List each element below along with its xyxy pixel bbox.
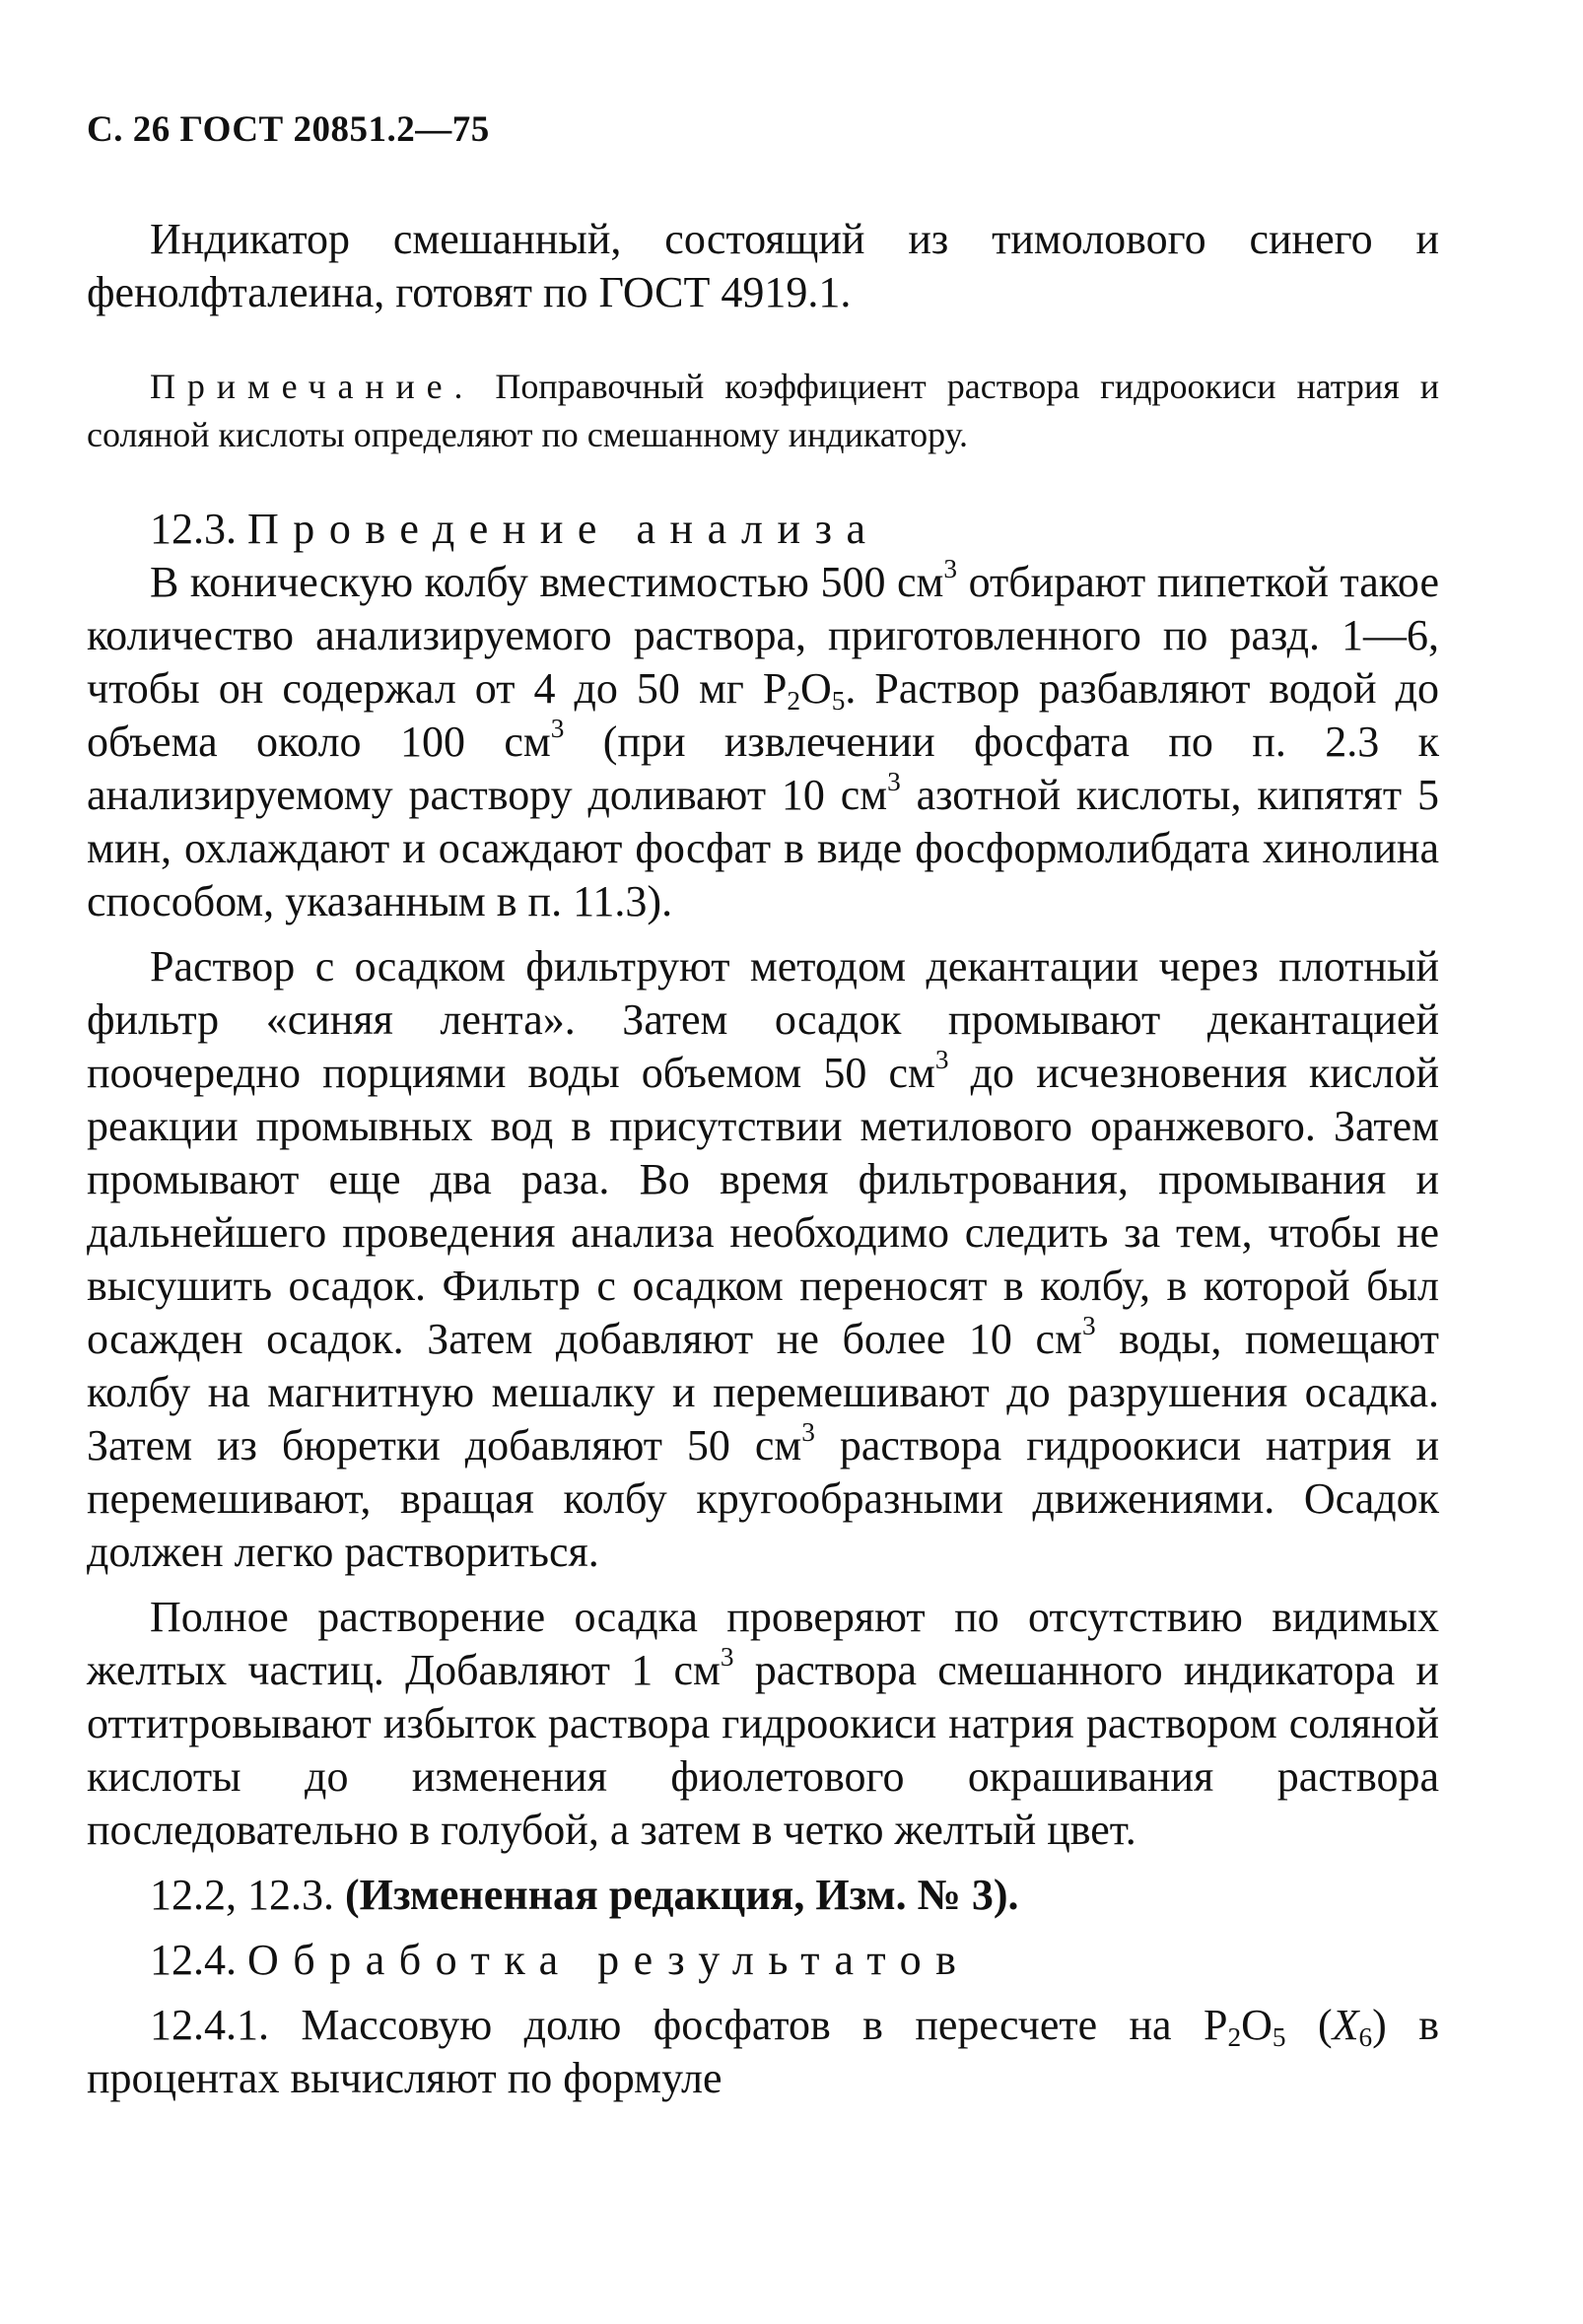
subscript: 2	[787, 686, 800, 717]
section-title: Проведение анализа	[247, 505, 880, 554]
analysis-paragraph-3	[87, 1591, 1439, 1857]
text-run: O	[799, 664, 832, 714]
text-run: воды, помещают колбу на магнитную мешалку и перемешивают до разрушения осадка. Затем из бюретки добавляют 50 см	[87, 1315, 1440, 1470]
text-run: раствора гидроокиси натрия и перемешивают, вращая колбу кругообразными движениями. Осадок должен легко раствориться.	[87, 1421, 1439, 1577]
superscript: 3	[887, 767, 901, 797]
section-number: 12.4.	[150, 1936, 247, 1985]
subscript: 6	[1358, 2022, 1373, 2053]
text-run: ) в процентах вычисляют по формуле	[87, 2001, 1439, 2103]
text-run: Раствор с осадком фильтруют методом декантации через плотный фильтр «синяя лента». Затем осадок промывают декантацией поочередно порциями воды объемом 50 см	[87, 942, 1439, 1098]
superscript: 3	[720, 1642, 734, 1673]
page-header: С. 26 ГОСТ 20851.2—75	[87, 109, 490, 150]
text-run: (при извлечении фосфата по п. 2.3 к анализируемому раствору доливают 10 см	[87, 718, 1439, 820]
text-run: 12.4.1. Массовую долю фосфатов в пересчете на P	[150, 2001, 1228, 2050]
section-title: Обработка результатов	[247, 1936, 971, 1985]
superscript: 3	[801, 1417, 815, 1448]
analysis-paragraph-1	[87, 556, 1439, 928]
text-run: Полное растворение осадка проверяют по отсутствию видимых желтых частиц. Добавляют 1 см	[87, 1593, 1439, 1695]
subscript: 2	[1227, 2022, 1242, 2053]
text-run: . Раствор разбавляют водой до объема около 100 см	[87, 664, 1440, 767]
section-12-3-heading	[87, 503, 1439, 556]
revision-note	[87, 1869, 1439, 1922]
text-run: раствора смешанного индикатора и оттитровывают избыток раствора гидроокиси натрия раствором соляной кислоты до изменения фиолетового окрашивания раствора последовательно в голубой, а затем в четко желтый цвет.	[87, 1646, 1439, 1855]
note-label: Примечание.	[150, 367, 475, 407]
text-run: O	[1241, 2001, 1273, 2050]
variable-symbol: X	[1332, 2001, 1359, 2050]
superscript: 3	[1081, 1311, 1096, 1341]
section-number: 12.3.	[150, 505, 247, 554]
subscript: 5	[1272, 2022, 1286, 2053]
analysis-paragraph-2	[87, 940, 1439, 1579]
note-text: Поправочный коэффициент раствора гидроокиси натрия и соляной кислоты определяют по смешанному индикатору.	[87, 367, 1439, 455]
note-paragraph	[87, 363, 1439, 459]
text-run: В коническую колбу вместимостью 500 см	[150, 558, 944, 607]
text-run: до исчезновения кислой реакции промывных вод в присутствии метилового оранжевого. Затем промывают еще два раза. Во время фильтрования, промывания и дальнейшего проведения анализа необходимо следить за тем, чтобы не высушить осадок. Фильтр с осадком переносят в колбу, в которой был осажден осадок. Затем добавляют не более 10 см	[87, 1049, 1439, 1364]
revision-refs: 12.2, 12.3.	[150, 1871, 345, 1920]
revision-text: (Измененная редакция, Изм. № 3).	[345, 1871, 1019, 1920]
text-run: азотной кислоты, кипятят 5 мин, охлаждают и осаждают фосфат в виде фосформолибдата хинолина способом, указанным в п. 11.3).	[87, 771, 1439, 926]
section-12-4-heading	[87, 1934, 1439, 1987]
text-run: отбирают пипеткой такое количество анализируемого раствора, приготовленного по разд. 1—6, чтобы он содержал от 4 до 50 мг P	[87, 558, 1439, 714]
superscript: 3	[943, 554, 958, 584]
page-content	[87, 108, 1439, 2105]
indicator-paragraph: Индикатор смешанный, состоящий из тимолового синего и фенолфталеина, готовят по ГОСТ 4919.1.	[87, 215, 1439, 317]
superscript: 3	[550, 714, 565, 744]
text-run: (	[1285, 2001, 1333, 2050]
superscript: 3	[934, 1045, 949, 1075]
results-paragraph	[87, 1999, 1439, 2105]
subscript: 5	[831, 686, 846, 717]
